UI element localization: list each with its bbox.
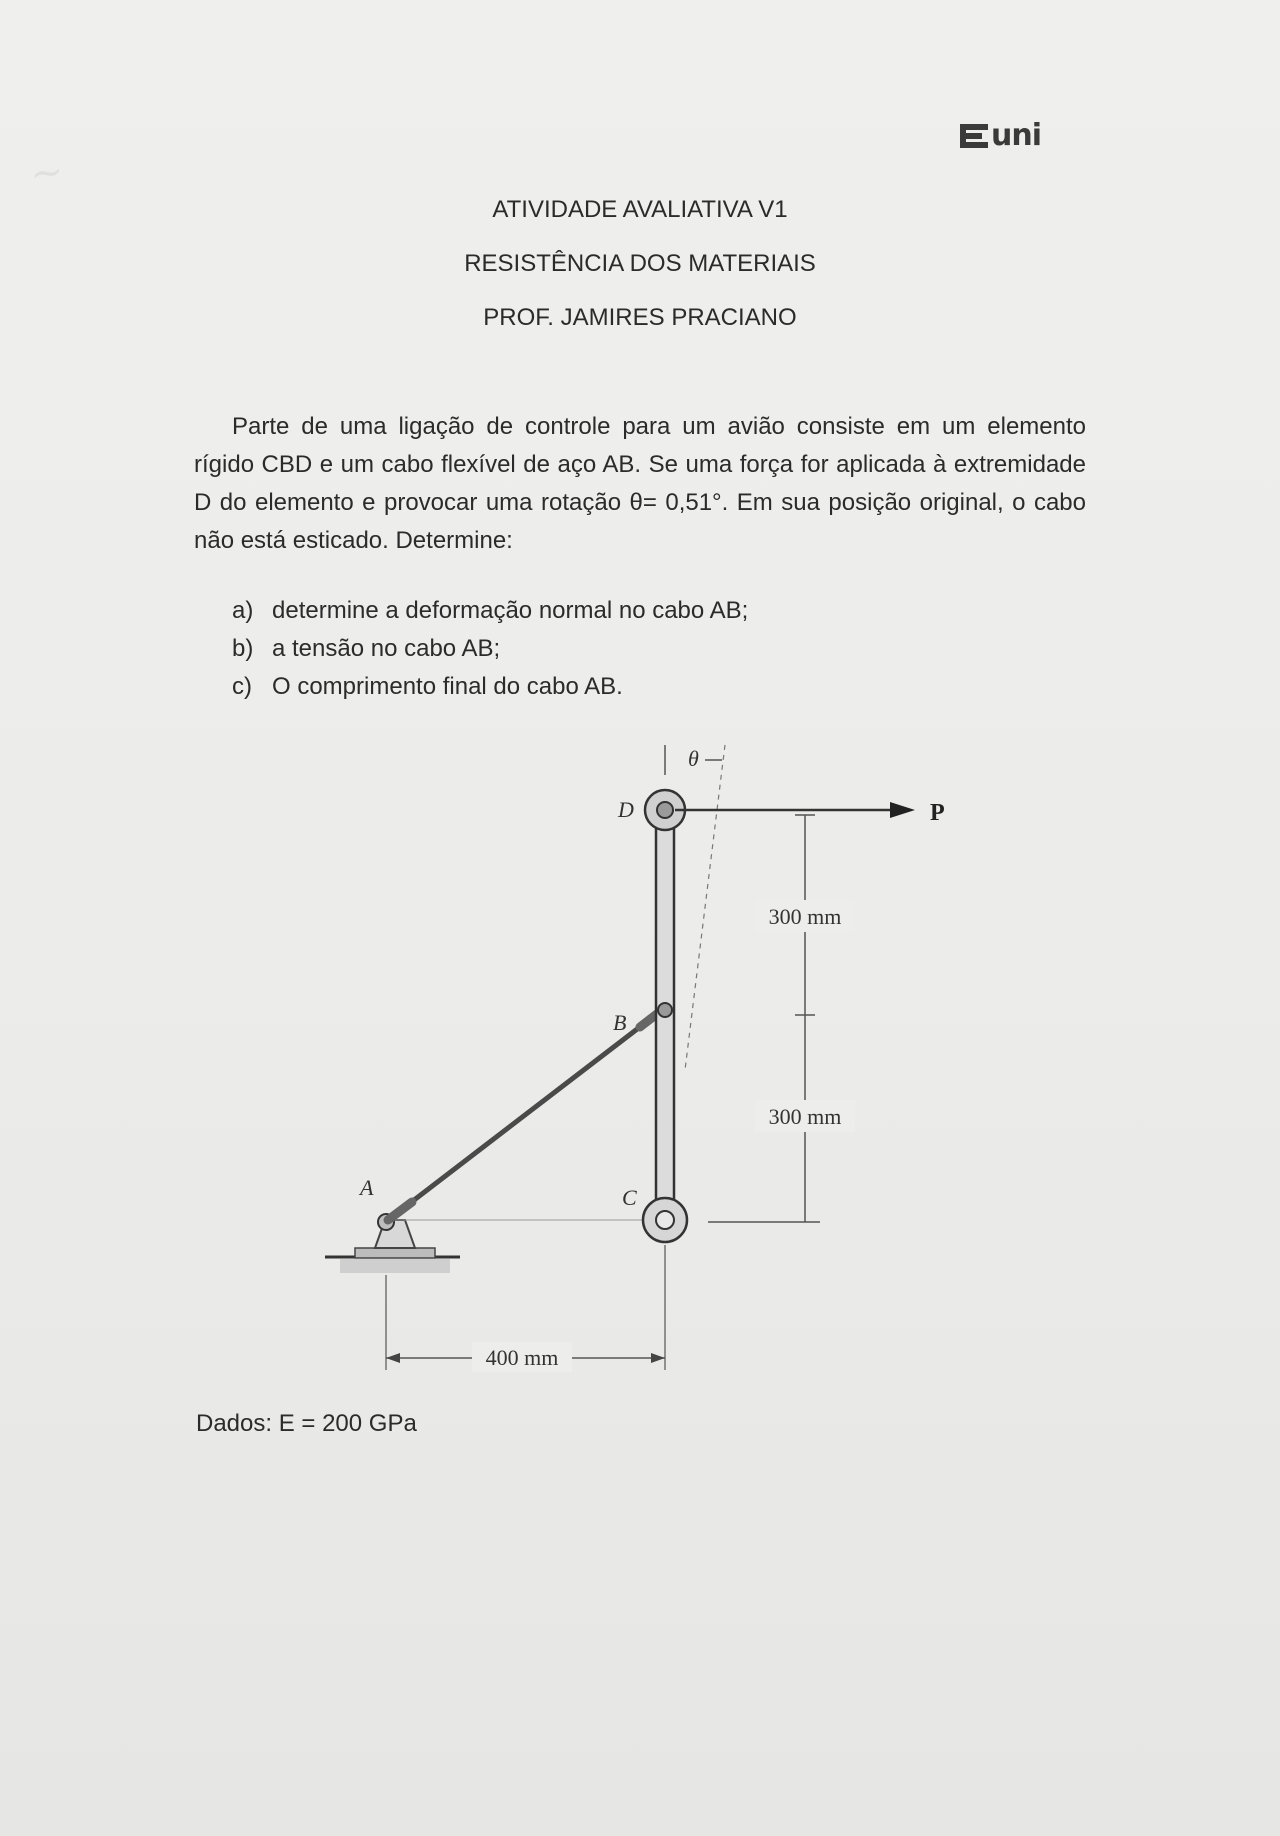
mechanism-diagram <box>300 730 1000 1380</box>
label-d: D <box>618 797 634 822</box>
dim-label-top: 300 mm <box>768 904 842 929</box>
mechanism-figure <box>300 730 1000 1380</box>
pin-b <box>658 1003 672 1017</box>
dim-arrow-left <box>386 1353 400 1363</box>
problem-statement: Parte de uma ligação de controle para um avião consiste em um elemento rígido CBD e um cabo flexível de aço AB. Se uma força for aplicada à extremidade D do elemento e provocar uma rotação θ= 0,51°. Em sua posição original, o cabo não está esticado. Determine: <box>194 413 1087 554</box>
course-title: RESISTÊNCIA DOS MATERIAIS <box>464 250 816 277</box>
label-a: A <box>360 1175 374 1200</box>
cable-end-a <box>388 1202 412 1220</box>
pin-d <box>657 802 673 818</box>
rotated-position-dashed-line <box>685 745 725 1070</box>
label-b: B <box>613 1010 627 1035</box>
question-item <box>232 592 748 630</box>
question-text: determine a deformação normal no cabo AB; <box>272 597 749 624</box>
question-text: a tensão no cabo AB; <box>272 635 501 662</box>
dim-label-bottom: 300 mm <box>768 1104 842 1129</box>
institution-logo <box>960 118 1070 154</box>
force-arrowhead-p <box>890 802 915 818</box>
bleed-through-marks: ~ <box>26 147 67 199</box>
professor-name: PROF. JAMIRES PRACIANO <box>483 304 797 331</box>
question-letter: a) <box>232 597 254 624</box>
question-letter: b) <box>232 635 254 662</box>
pin-c <box>656 1211 674 1229</box>
ground-hatch <box>340 1259 450 1273</box>
question-list <box>232 592 748 706</box>
label-c: C <box>622 1185 637 1210</box>
theta-label: θ <box>688 746 699 771</box>
cable-ab <box>388 1010 662 1220</box>
dim-arrow-right <box>651 1353 665 1363</box>
activity-title: ATIVIDADE AVALIATIVA V1 <box>492 196 788 223</box>
question-item <box>232 668 748 706</box>
support-base-a <box>355 1248 435 1258</box>
question-text: O comprimento final do cabo AB. <box>272 673 623 700</box>
f-logo-icon <box>960 122 988 150</box>
dim-label-horizontal: 400 mm <box>485 1345 559 1370</box>
logo-text: uni <box>991 118 1041 153</box>
given-data: Dados: E = 200 GPa <box>196 1410 417 1437</box>
question-letter: c) <box>232 673 252 700</box>
force-label-p: P <box>930 800 945 826</box>
question-item <box>232 630 748 668</box>
